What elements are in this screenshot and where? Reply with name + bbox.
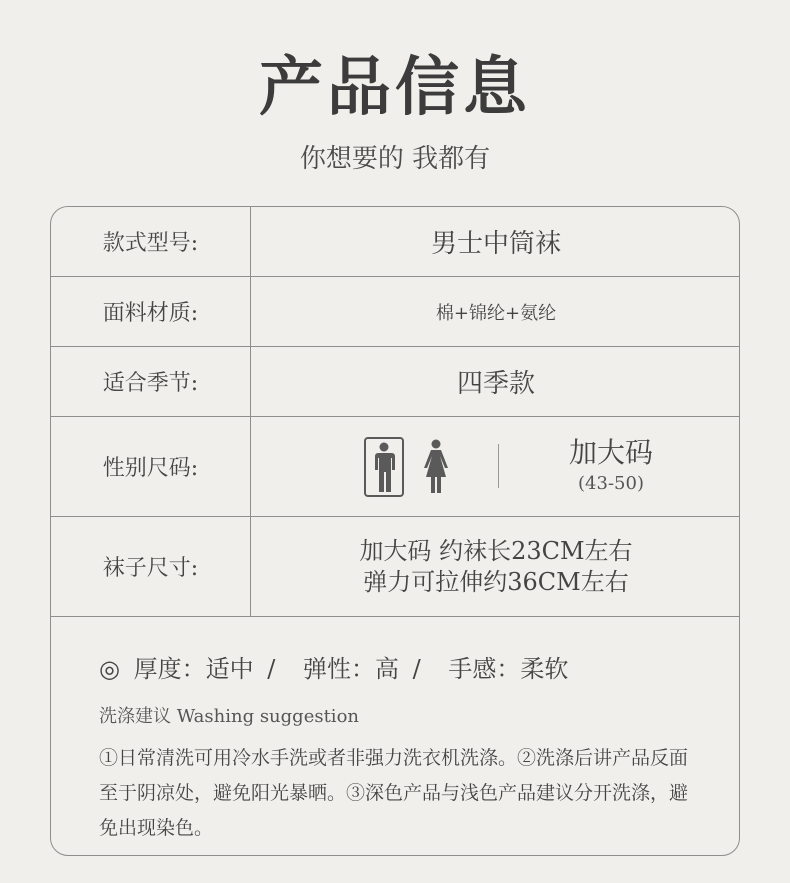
table-row-material bbox=[51, 277, 740, 347]
features-line bbox=[99, 649, 574, 684]
feel-text: 手感：柔软 bbox=[448, 655, 569, 683]
size-line-2: 弹力可拉伸约36CM左右 bbox=[363, 567, 629, 596]
size-range: (43-50) bbox=[578, 473, 644, 494]
size-block bbox=[251, 417, 740, 516]
page-subtitle: 你想要的 我都有 bbox=[299, 144, 491, 174]
female-icon bbox=[421, 439, 451, 495]
details-section bbox=[51, 617, 740, 856]
row-label: 款式型号: bbox=[51, 207, 251, 276]
row-value: 男士中筒袜 bbox=[430, 229, 561, 259]
row-label: 面料材质: bbox=[51, 277, 251, 346]
table-row-sock-size bbox=[51, 517, 740, 617]
wash-text: ①日常清洗可用冷水手洗或者非强力洗衣机洗涤。②洗涤后讲产品反面至于阴凉处，避免阳光暴晒。③深色产品与浅色产品建议分开洗涤，避免出现染色。 bbox=[99, 747, 689, 839]
elasticity-text: 弹性：高 bbox=[302, 655, 399, 683]
size-line-1: 加大码 约袜长23CM左右 bbox=[359, 536, 633, 565]
table-row-season bbox=[51, 347, 740, 417]
table-row-style bbox=[51, 207, 740, 277]
row-value-container bbox=[251, 417, 740, 516]
row-value: 四季款 bbox=[456, 369, 535, 399]
vertical-divider bbox=[498, 444, 499, 488]
size-name: 加大码 bbox=[568, 436, 653, 469]
table-row-gender-size bbox=[51, 417, 740, 517]
male-icon-frame bbox=[364, 437, 404, 497]
row-value-container bbox=[251, 347, 740, 416]
thickness-text: 厚度：适中 bbox=[133, 655, 254, 683]
row-value: 棉+锦纶+氨纶 bbox=[435, 302, 557, 324]
bullet-icon: ◎ bbox=[99, 655, 120, 683]
row-label: 性别尺码: bbox=[51, 417, 251, 516]
wash-title: 洗涤建议 Washing suggestion bbox=[99, 706, 359, 727]
row-label: 袜子尺寸: bbox=[51, 517, 251, 616]
product-info-card bbox=[50, 206, 740, 856]
row-value-container bbox=[251, 207, 740, 276]
row-label: 适合季节: bbox=[51, 347, 251, 416]
male-icon bbox=[371, 442, 397, 494]
page-title: 产品信息 bbox=[259, 50, 531, 125]
separator: / bbox=[267, 655, 276, 683]
row-value-container bbox=[251, 517, 740, 616]
row-value-container bbox=[251, 277, 740, 346]
separator: / bbox=[412, 655, 421, 683]
